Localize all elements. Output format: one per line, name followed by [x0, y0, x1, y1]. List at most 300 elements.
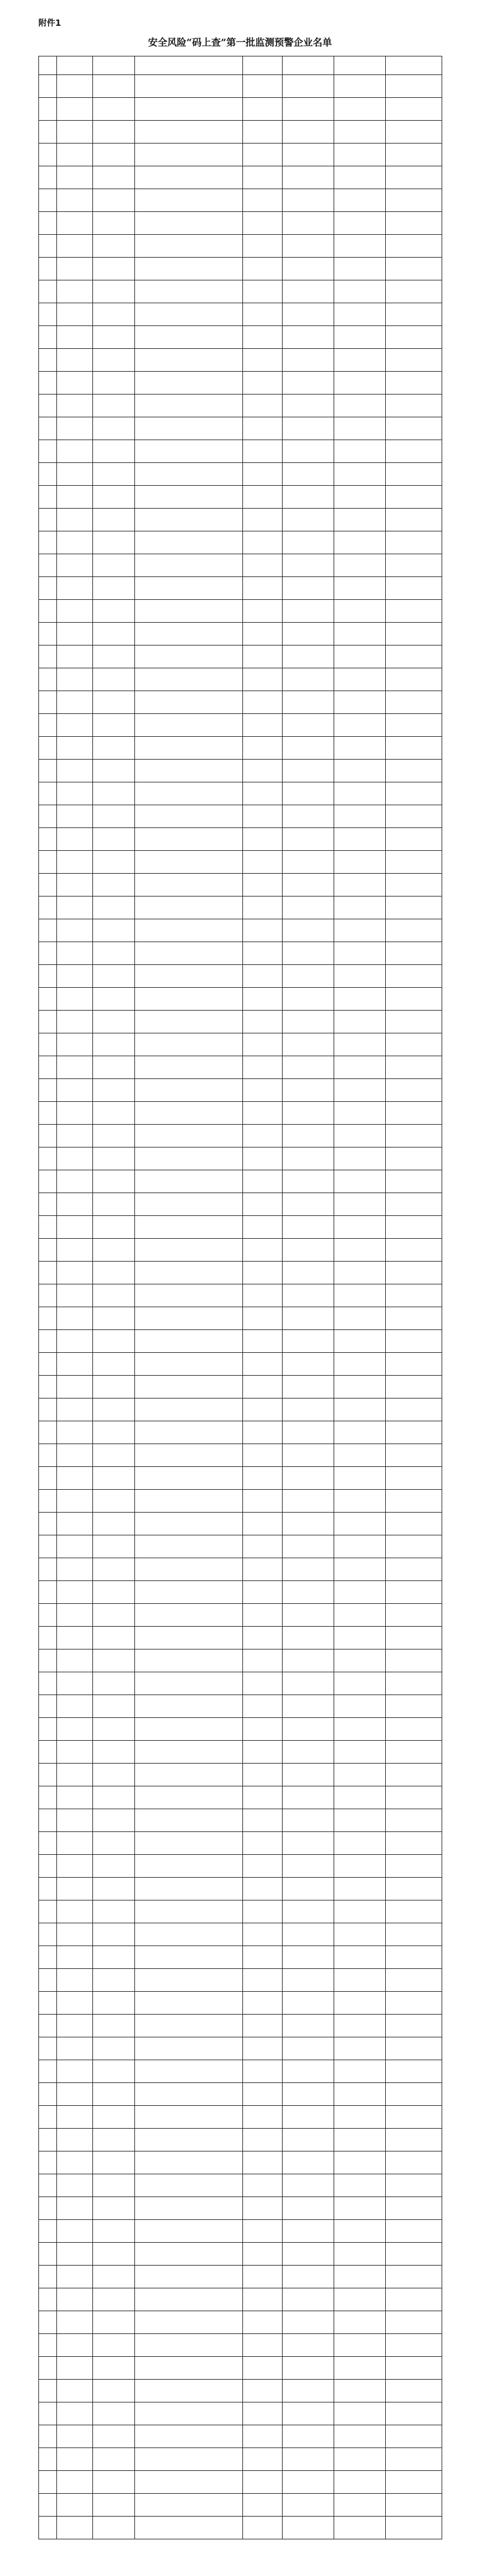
- table-cell: [93, 2357, 135, 2380]
- table-row: [39, 1832, 442, 1855]
- table-cell: [39, 1809, 57, 1832]
- table-cell: [334, 1513, 386, 1535]
- table-cell: [93, 828, 135, 851]
- table-cell: [243, 2129, 283, 2151]
- table-row: [39, 691, 442, 714]
- table-cell: [39, 828, 57, 851]
- table-cell: [135, 463, 243, 486]
- table-cell: [334, 2288, 386, 2311]
- table-cell: [135, 189, 243, 212]
- table-cell: [283, 280, 334, 303]
- table-cell: [386, 2494, 442, 2517]
- table-cell: [243, 828, 283, 851]
- table-cell: [39, 326, 57, 349]
- table-cell: [386, 463, 442, 486]
- table-cell: [243, 1147, 283, 1170]
- table-row: [39, 2266, 442, 2288]
- column-header: [386, 56, 442, 75]
- table-cell: [57, 2471, 93, 2494]
- table-cell: [93, 1764, 135, 1786]
- table-cell: [93, 623, 135, 646]
- table-cell: [57, 2129, 93, 2151]
- table-row: [39, 782, 442, 805]
- table-cell: [57, 463, 93, 486]
- table-cell: [135, 1900, 243, 1923]
- table-cell: [93, 1900, 135, 1923]
- table-row: [39, 2037, 442, 2060]
- column-header: [57, 56, 93, 75]
- table-row: [39, 1216, 442, 1239]
- table-cell: [57, 2448, 93, 2471]
- table-cell: [283, 1695, 334, 1718]
- table-cell: [334, 75, 386, 98]
- table-cell: [57, 782, 93, 805]
- table-cell: [93, 1855, 135, 1878]
- table-cell: [283, 2174, 334, 2197]
- table-cell: [283, 1604, 334, 1627]
- table-cell: [93, 1376, 135, 1398]
- table-cell: [135, 98, 243, 121]
- table-cell: [386, 896, 442, 919]
- table-cell: [93, 1649, 135, 1672]
- table-cell: [135, 2197, 243, 2220]
- table-cell: [334, 577, 386, 600]
- table-cell: [57, 2220, 93, 2243]
- table-cell: [93, 600, 135, 623]
- table-cell: [283, 1079, 334, 1102]
- table-cell: [283, 212, 334, 235]
- table-cell: [93, 1969, 135, 1992]
- table-cell: [243, 600, 283, 623]
- table-cell: [386, 600, 442, 623]
- table-cell: [386, 303, 442, 326]
- table-row: [39, 2083, 442, 2106]
- table-cell: [57, 1056, 93, 1079]
- table-cell: [243, 919, 283, 942]
- table-cell: [243, 440, 283, 463]
- table-cell: [386, 1558, 442, 1581]
- table-cell: [93, 1558, 135, 1581]
- table-cell: [283, 874, 334, 896]
- table-cell: [135, 2060, 243, 2083]
- table-cell: [57, 554, 93, 577]
- table-cell: [93, 280, 135, 303]
- table-cell: [243, 1718, 283, 1741]
- table-cell: [243, 121, 283, 144]
- table-cell: [334, 2517, 386, 2539]
- table-cell: [243, 1284, 283, 1307]
- table-cell: [283, 258, 334, 280]
- table-cell: [243, 1764, 283, 1786]
- table-cell: [334, 1193, 386, 1216]
- table-cell: [243, 1946, 283, 1969]
- table-row: [39, 1604, 442, 1627]
- table-cell: [386, 1855, 442, 1878]
- table-cell: [39, 509, 57, 531]
- table-row: [39, 2494, 442, 2517]
- table-cell: [283, 2243, 334, 2266]
- table-cell: [334, 942, 386, 965]
- table-cell: [243, 1467, 283, 1490]
- table-cell: [39, 691, 57, 714]
- table-cell: [243, 2015, 283, 2037]
- table-cell: [243, 1969, 283, 1992]
- table-cell: [386, 851, 442, 874]
- table-cell: [57, 2106, 93, 2129]
- table-cell: [243, 2494, 283, 2517]
- table-cell: [386, 98, 442, 121]
- table-cell: [135, 486, 243, 509]
- table-cell: [386, 1741, 442, 1764]
- table-cell: [57, 851, 93, 874]
- table-cell: [386, 2357, 442, 2380]
- table-cell: [283, 440, 334, 463]
- table-cell: [386, 714, 442, 737]
- table-cell: [39, 417, 57, 440]
- table-cell: [93, 1627, 135, 1649]
- table-cell: [386, 554, 442, 577]
- table-cell: [57, 668, 93, 691]
- table-cell: [135, 874, 243, 896]
- table-cell: [57, 121, 93, 144]
- table-row: [39, 1193, 442, 1216]
- table-cell: [386, 1467, 442, 1490]
- table-row: [39, 417, 442, 440]
- column-header: [334, 56, 386, 75]
- table-cell: [243, 2060, 283, 2083]
- table-cell: [283, 121, 334, 144]
- table-cell: [39, 1398, 57, 1421]
- table-cell: [93, 2266, 135, 2288]
- table-cell: [57, 1855, 93, 1878]
- table-cell: [93, 1193, 135, 1216]
- table-cell: [135, 2243, 243, 2266]
- table-cell: [334, 1467, 386, 1490]
- table-cell: [283, 326, 334, 349]
- table-cell: [283, 1535, 334, 1558]
- table-cell: [243, 326, 283, 349]
- table-cell: [243, 166, 283, 189]
- table-cell: [243, 1513, 283, 1535]
- table-cell: [135, 1535, 243, 1558]
- table-cell: [39, 1513, 57, 1535]
- table-cell: [135, 1855, 243, 1878]
- table-cell: [283, 1855, 334, 1878]
- table-cell: [243, 714, 283, 737]
- table-cell: [243, 212, 283, 235]
- table-cell: [386, 1079, 442, 1102]
- table-cell: [135, 417, 243, 440]
- table-cell: [93, 1695, 135, 1718]
- table-cell: [57, 1033, 93, 1056]
- table-cell: [386, 1216, 442, 1239]
- table-cell: [39, 2060, 57, 2083]
- table-cell: [334, 1444, 386, 1467]
- table-cell: [386, 349, 442, 372]
- table-cell: [386, 1809, 442, 1832]
- table-cell: [283, 2197, 334, 2220]
- table-cell: [283, 1193, 334, 1216]
- table-cell: [386, 668, 442, 691]
- table-cell: [283, 805, 334, 828]
- table-cell: [39, 75, 57, 98]
- table-cell: [334, 851, 386, 874]
- table-cell: [135, 1969, 243, 1992]
- table-cell: [135, 1011, 243, 1033]
- table-cell: [93, 1604, 135, 1627]
- table-row: [39, 395, 442, 417]
- table-cell: [39, 737, 57, 760]
- table-cell: [135, 942, 243, 965]
- table-cell: [243, 1809, 283, 1832]
- table-cell: [39, 623, 57, 646]
- table-cell: [283, 1216, 334, 1239]
- table-cell: [135, 280, 243, 303]
- table-cell: [135, 2357, 243, 2380]
- table-cell: [334, 189, 386, 212]
- table-cell: [39, 1239, 57, 1262]
- table-cell: [93, 2311, 135, 2334]
- table-cell: [283, 668, 334, 691]
- table-cell: [39, 1604, 57, 1627]
- table-cell: [386, 2106, 442, 2129]
- table-cell: [334, 1581, 386, 1604]
- table-cell: [135, 75, 243, 98]
- table-cell: [135, 1809, 243, 1832]
- table-cell: [39, 1056, 57, 1079]
- table-cell: [57, 1832, 93, 1855]
- table-row: [39, 2357, 442, 2380]
- table-cell: [283, 531, 334, 554]
- table-cell: [135, 1216, 243, 1239]
- table-cell: [135, 1649, 243, 1672]
- table-cell: [243, 1672, 283, 1695]
- table-cell: [243, 1056, 283, 1079]
- table-cell: [39, 1125, 57, 1147]
- table-cell: [386, 395, 442, 417]
- table-row: [39, 2174, 442, 2197]
- table-cell: [243, 1604, 283, 1627]
- table-cell: [57, 1284, 93, 1307]
- table-cell: [283, 737, 334, 760]
- table-cell: [57, 1467, 93, 1490]
- table-cell: [386, 2425, 442, 2448]
- table-cell: [386, 2402, 442, 2425]
- table-cell: [39, 121, 57, 144]
- table-cell: [386, 1718, 442, 1741]
- table-cell: [243, 303, 283, 326]
- table-row: [39, 258, 442, 280]
- table-cell: [57, 1376, 93, 1398]
- table-cell: [39, 1011, 57, 1033]
- table-cell: [243, 2448, 283, 2471]
- table-cell: [39, 303, 57, 326]
- table-cell: [57, 737, 93, 760]
- table-cell: [39, 1900, 57, 1923]
- table-cell: [39, 144, 57, 166]
- table-cell: [386, 1262, 442, 1284]
- table-cell: [386, 1946, 442, 1969]
- table-cell: [39, 1467, 57, 1490]
- table-cell: [334, 2106, 386, 2129]
- table-cell: [386, 1398, 442, 1421]
- table-cell: [57, 919, 93, 942]
- table-cell: [135, 1330, 243, 1353]
- table-cell: [93, 1992, 135, 2015]
- table-cell: [57, 2197, 93, 2220]
- table-cell: [386, 75, 442, 98]
- table-cell: [386, 1170, 442, 1193]
- table-cell: [243, 1421, 283, 1444]
- table-cell: [283, 1307, 334, 1330]
- table-row: [39, 2060, 442, 2083]
- table-cell: [283, 349, 334, 372]
- table-row: [39, 1398, 442, 1421]
- table-cell: [135, 2380, 243, 2402]
- table-row: [39, 509, 442, 531]
- table-cell: [57, 1946, 93, 1969]
- table-row: [39, 1284, 442, 1307]
- table-cell: [39, 600, 57, 623]
- table-row: [39, 1513, 442, 1535]
- table-cell: [283, 1170, 334, 1193]
- table-cell: [243, 1900, 283, 1923]
- table-cell: [334, 1718, 386, 1741]
- table-cell: [386, 258, 442, 280]
- table-cell: [334, 805, 386, 828]
- table-cell: [135, 1992, 243, 2015]
- table-cell: [283, 2425, 334, 2448]
- table-cell: [93, 1718, 135, 1741]
- table-cell: [39, 2494, 57, 2517]
- table-cell: [57, 1581, 93, 1604]
- table-cell: [334, 531, 386, 554]
- table-cell: [39, 760, 57, 782]
- table-cell: [57, 440, 93, 463]
- table-row: [39, 2151, 442, 2174]
- table-row: [39, 166, 442, 189]
- table-cell: [386, 2243, 442, 2266]
- table-cell: [334, 737, 386, 760]
- table-cell: [93, 668, 135, 691]
- table-cell: [39, 577, 57, 600]
- table-row: [39, 1170, 442, 1193]
- table-cell: [93, 2083, 135, 2106]
- table-cell: [93, 691, 135, 714]
- table-cell: [135, 851, 243, 874]
- table-cell: [135, 1695, 243, 1718]
- table-cell: [57, 714, 93, 737]
- table-cell: [243, 1216, 283, 1239]
- table-cell: [93, 463, 135, 486]
- table-cell: [39, 1421, 57, 1444]
- table-cell: [39, 1193, 57, 1216]
- table-cell: [57, 1900, 93, 1923]
- table-cell: [243, 554, 283, 577]
- table-cell: [386, 1147, 442, 1170]
- table-cell: [386, 1992, 442, 2015]
- table-row: [39, 1239, 442, 1262]
- table-cell: [93, 144, 135, 166]
- table-cell: [386, 1649, 442, 1672]
- table-cell: [135, 919, 243, 942]
- table-cell: [39, 1535, 57, 1558]
- table-cell: [386, 2037, 442, 2060]
- table-row: [39, 1878, 442, 1900]
- table-cell: [39, 440, 57, 463]
- column-header: [93, 56, 135, 75]
- table-cell: [135, 965, 243, 988]
- table-cell: [243, 1923, 283, 1946]
- table-cell: [39, 851, 57, 874]
- table-cell: [57, 531, 93, 554]
- table-cell: [57, 874, 93, 896]
- table-cell: [39, 2220, 57, 2243]
- table-cell: [334, 988, 386, 1011]
- table-cell: [93, 1581, 135, 1604]
- table-cell: [135, 2037, 243, 2060]
- table-cell: [334, 212, 386, 235]
- table-cell: [386, 1923, 442, 1946]
- table-cell: [283, 1649, 334, 1672]
- table-cell: [93, 1239, 135, 1262]
- table-cell: [57, 646, 93, 668]
- table-cell: [334, 691, 386, 714]
- table-cell: [283, 896, 334, 919]
- table-cell: [57, 1558, 93, 1581]
- table-cell: [386, 1125, 442, 1147]
- table-cell: [334, 1764, 386, 1786]
- table-cell: [135, 1444, 243, 1467]
- table-cell: [57, 166, 93, 189]
- table-header-row: [39, 56, 442, 75]
- table-row: [39, 1421, 442, 1444]
- table-cell: [135, 1421, 243, 1444]
- table-cell: [283, 1558, 334, 1581]
- table-cell: [57, 2151, 93, 2174]
- table-cell: [135, 440, 243, 463]
- table-cell: [386, 1239, 442, 1262]
- table-cell: [283, 2129, 334, 2151]
- table-cell: [39, 1330, 57, 1353]
- table-cell: [334, 1011, 386, 1033]
- table-cell: [57, 1398, 93, 1421]
- table-cell: [135, 1923, 243, 1946]
- enterprise-table: [38, 56, 442, 2539]
- table-cell: [334, 1604, 386, 1627]
- table-cell: [283, 1627, 334, 1649]
- table-cell: [243, 372, 283, 395]
- table-cell: [39, 554, 57, 577]
- table-cell: [39, 668, 57, 691]
- table-row: [39, 1741, 442, 1764]
- table-cell: [334, 1741, 386, 1764]
- table-cell: [243, 965, 283, 988]
- table-cell: [57, 1513, 93, 1535]
- table-cell: [135, 2311, 243, 2334]
- table-cell: [39, 782, 57, 805]
- table-cell: [243, 531, 283, 554]
- table-cell: [93, 2448, 135, 2471]
- table-cell: [135, 509, 243, 531]
- table-cell: [39, 1695, 57, 1718]
- table-cell: [283, 1398, 334, 1421]
- table-cell: [283, 623, 334, 646]
- table-cell: [135, 1832, 243, 1855]
- table-cell: [386, 965, 442, 988]
- table-cell: [93, 1946, 135, 1969]
- table-cell: [57, 2311, 93, 2334]
